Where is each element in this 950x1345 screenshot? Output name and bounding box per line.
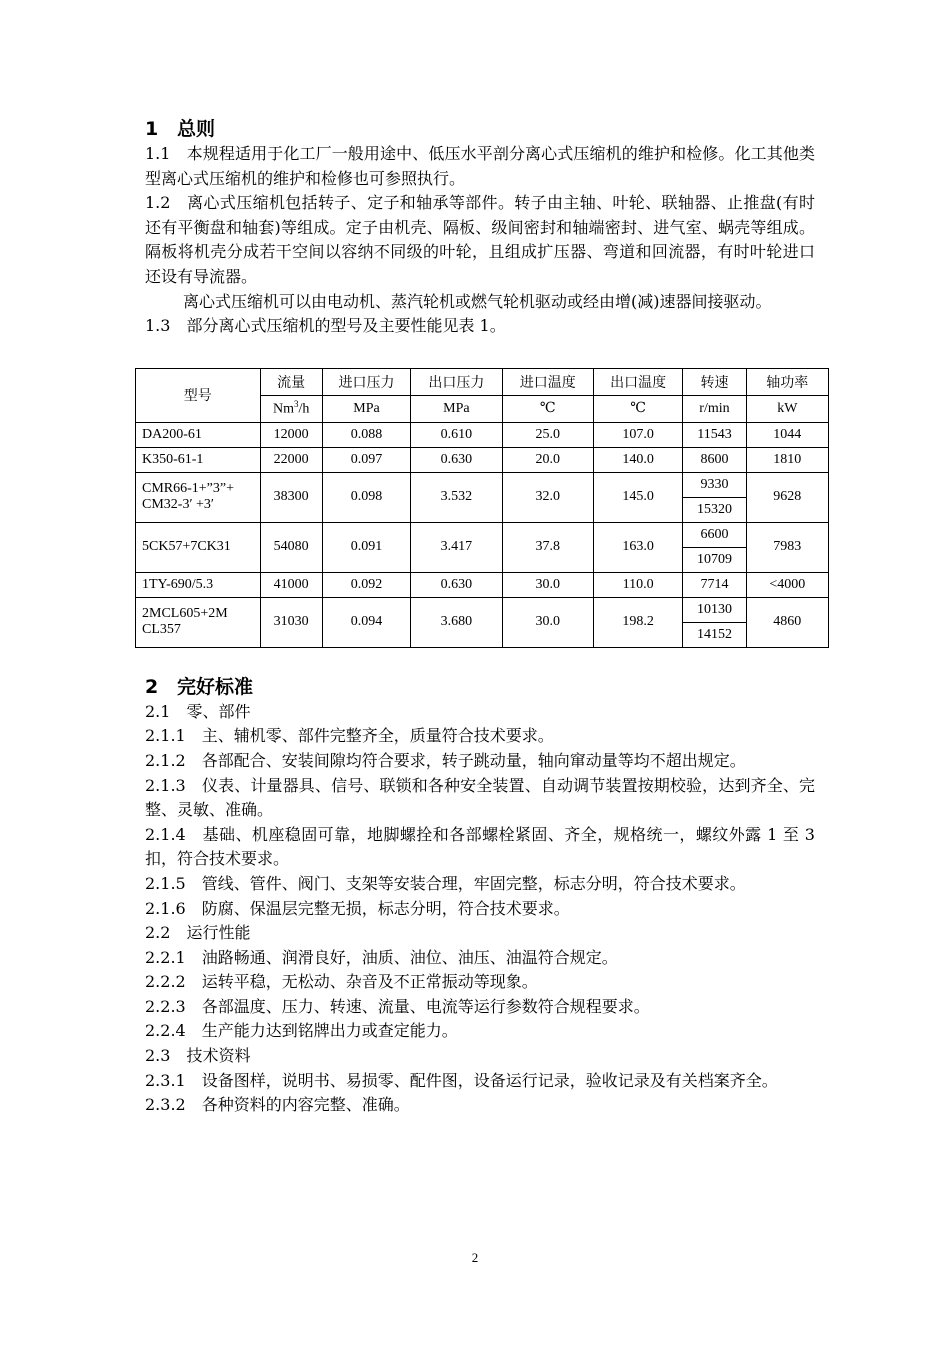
unit-inlet-temp: ℃: [502, 395, 593, 422]
header-outlet-pressure: 出口压力: [411, 368, 502, 395]
cell-speed: 7714: [683, 572, 746, 597]
list-item: 2.2.4 生产能力达到铭牌出力或查定能力。: [145, 1021, 458, 1041]
list-item: 2.2.3 各部温度、压力、转速、流量、电流等运行参数符合规程要求。: [145, 996, 650, 1016]
cell-inlet-pressure: 0.088: [322, 422, 410, 447]
cell-inlet-temp: 30.0: [502, 572, 593, 597]
list-item: 2.1.2 各部配合、安装间隙均符合要求，转子跳动量，轴向窜动量等均不超出规定。: [145, 750, 746, 770]
cell-flow: 38300: [260, 472, 322, 522]
cell-speed: 15320: [683, 497, 746, 522]
paragraph-1-2: 1.2 离心式压缩机包括转子、定子和轴承等部件。转子由主轴、叶轮、联轴器、止推盘(有时还有平衡盘和轴套)等组成。定子由机壳、隔板、级间密封和轴端密封、进气室、蜗壳等组成。隔板将机壳分成若干空间以容纳不同级的叶轮，且组成扩压器、弯道和回流器，有时叶轮进口还设有导流器。: [145, 193, 815, 286]
cell-model: 2MCL605+2M CL357: [136, 597, 261, 647]
cell-flow: 22000: [260, 447, 322, 472]
table-row: [136, 572, 829, 597]
cell-outlet-pressure: 3.417: [411, 522, 502, 572]
cell-power: 7983: [746, 522, 828, 572]
cell-outlet-pressure: 3.680: [411, 597, 502, 647]
section-2-heading: 2 完好标准: [145, 675, 254, 698]
list-item: 2.1.6 防腐、保温层完整无损，标志分明，符合技术要求。: [145, 898, 570, 918]
cell-inlet-temp: 32.0: [502, 472, 593, 522]
paragraph-drive: 离心式压缩机可以由电动机、蒸汽轮机或燃气轮机驱动或经由增(减)速器间接驱动。: [183, 291, 772, 311]
cell-model: 1TY-690/5.3: [136, 572, 261, 597]
cell-power: 1044: [746, 422, 828, 447]
document-body: [142, 116, 815, 1118]
cell-inlet-pressure: 0.097: [322, 447, 410, 472]
cell-inlet-temp: 30.0: [502, 597, 593, 647]
cell-inlet-pressure: 0.098: [322, 472, 410, 522]
cell-model: K350-61-1: [136, 447, 261, 472]
cell-flow: 54080: [260, 522, 322, 572]
list-item: 2.3.1 设备图样，说明书、易损零、配件图，设备运行记录，验收记录及有关档案齐全。: [145, 1070, 778, 1090]
cell-outlet-temp: 198.2: [593, 597, 682, 647]
cell-power: <4000: [746, 572, 828, 597]
cell-model: CMR66-1+”3”+ CM32-3′ +3′: [136, 472, 261, 522]
paragraph-1-3: 1.3 部分离心式压缩机的型号及主要性能见表 1。: [145, 316, 506, 336]
cell-outlet-pressure: 3.532: [411, 472, 502, 522]
list-item: 2.1.1 主、辅机零、部件完整齐全，质量符合技术要求。: [145, 726, 554, 746]
cell-outlet-temp: 145.0: [593, 472, 682, 522]
table-row: [136, 422, 829, 447]
cell-speed: 10709: [683, 547, 746, 572]
unit-power: kW: [746, 395, 828, 422]
list-item: 2.2.2 运转平稳，无松动、杂音及不正常振动等现象。: [145, 972, 538, 992]
list-item: 2.2 运行性能: [145, 923, 251, 943]
header-inlet-pressure: 进口压力: [322, 368, 410, 395]
cell-speed: 6600: [683, 522, 746, 547]
cell-speed: 9330: [683, 472, 746, 497]
cell-speed: 11543: [683, 422, 746, 447]
list-item: 2.2.1 油路畅通、润滑良好，油质、油位、油压、油温符合规定。: [145, 947, 618, 967]
cell-outlet-temp: 107.0: [593, 422, 682, 447]
unit-outlet-temp: ℃: [593, 395, 682, 422]
cell-inlet-temp: 37.8: [502, 522, 593, 572]
unit-outlet-pressure: MPa: [411, 395, 502, 422]
cell-flow: 41000: [260, 572, 322, 597]
table-row: [136, 597, 829, 622]
list-item: 2.3 技术资料: [145, 1046, 251, 1066]
section-1-heading: 1 总则: [145, 118, 216, 140]
cell-power: 4860: [746, 597, 828, 647]
cell-inlet-temp: 20.0: [502, 447, 593, 472]
list-item: 2.1.3 仪表、计量器具、信号、联锁和各种安全装置、自动调节装置按期校验，达到齐全、完整、灵敏、准确。: [145, 775, 815, 820]
header-flow: 流量: [260, 368, 322, 395]
table-row: [136, 447, 829, 472]
list-item: 2.1.5 管线、管件、阀门、支架等安装合理，牢固完整，标志分明，符合技术要求。: [145, 873, 746, 893]
cell-speed: 10130: [683, 597, 746, 622]
unit-flow: Nm$^3$/h: [260, 395, 322, 422]
cell-power: 9628: [746, 472, 828, 522]
header-model: 型号: [136, 368, 261, 422]
cell-inlet-pressure: 0.094: [322, 597, 410, 647]
section-2-title: 完好标准: [177, 675, 254, 698]
cell-speed: 14152: [683, 622, 746, 647]
paragraph-1-1: 1.1 本规程适用于化工厂一般用途中、低压水平剖分离心式压缩机的维护和检修。化工其他类型离心式压缩机的维护和检修也可参照执行。: [145, 144, 815, 188]
table-row: [136, 472, 829, 497]
cell-outlet-temp: 140.0: [593, 447, 682, 472]
list-item: 2.1 零、部件: [145, 701, 251, 721]
cell-outlet-pressure: 0.630: [411, 447, 502, 472]
cell-outlet-pressure: 0.630: [411, 572, 502, 597]
compressor-spec-table: [135, 368, 829, 648]
cell-speed: 8600: [683, 447, 746, 472]
section-1-title: 总则: [177, 118, 216, 140]
cell-power: 1810: [746, 447, 828, 472]
cell-outlet-pressure: 0.610: [411, 422, 502, 447]
header-speed: 转速: [683, 368, 746, 395]
cell-inlet-pressure: 0.091: [322, 522, 410, 572]
header-outlet-temp: 出口温度: [593, 368, 682, 395]
header-inlet-temp: 进口温度: [502, 368, 593, 395]
unit-speed: r/min: [683, 395, 746, 422]
header-power: 轴功率: [746, 368, 828, 395]
cell-model: 5CK57+7CK31: [136, 522, 261, 572]
list-item: 2.3.2 各种资料的内容完整、准确。: [145, 1095, 410, 1115]
table-row: [136, 522, 829, 547]
cell-model: DA200-61: [136, 422, 261, 447]
list-item: 2.1.4 基础、机座稳固可靠，地脚螺拴和各部螺栓紧固、齐全，规格统一，螺纹外露 1 至 3 扣，符合技术要求。: [145, 824, 815, 869]
cell-flow: 12000: [260, 422, 322, 447]
page-number: 2: [471, 1250, 479, 1265]
cell-outlet-temp: 163.0: [593, 522, 682, 572]
unit-inlet-pressure: MPa: [322, 395, 410, 422]
cell-inlet-temp: 25.0: [502, 422, 593, 447]
cell-outlet-temp: 110.0: [593, 572, 682, 597]
table-header-row: [136, 368, 829, 395]
cell-inlet-pressure: 0.092: [322, 572, 410, 597]
cell-flow: 31030: [260, 597, 322, 647]
